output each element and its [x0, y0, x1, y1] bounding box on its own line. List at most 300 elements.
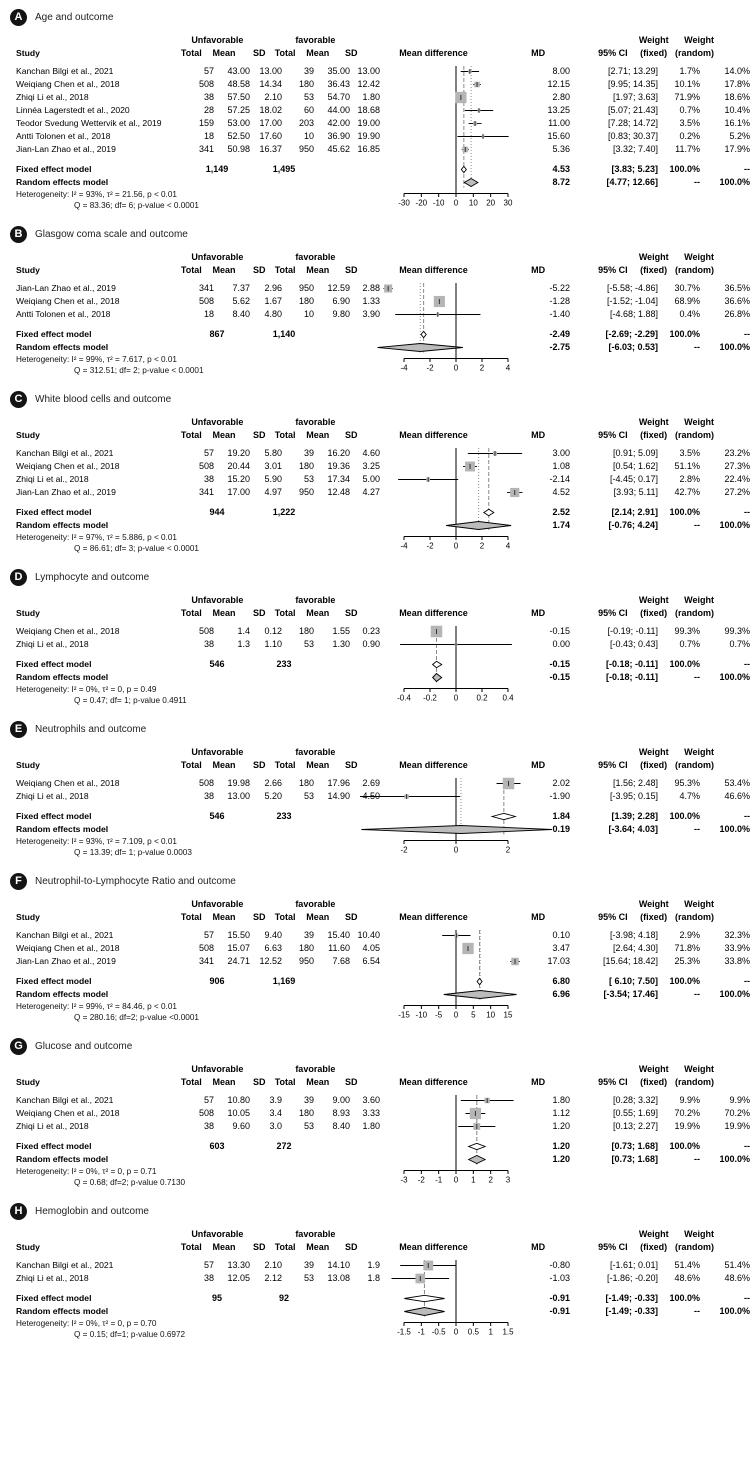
md-column-header: MD	[531, 265, 546, 275]
sd1-column-header: SD	[253, 48, 266, 58]
total1-column-header: Total	[180, 608, 202, 618]
fixed-ci-value: [-2.69; -2.29]	[605, 329, 658, 339]
weight-fixed-value: 10.1%	[674, 79, 700, 89]
group-unfavorable-label: Unfavorable	[191, 899, 244, 909]
study-sd-favorable: 2.88	[362, 283, 380, 293]
ci-column-header: 95% CI	[598, 608, 628, 618]
fixed-md-value: 2.52	[552, 507, 570, 517]
study-mean-favorable: 12.48	[327, 487, 350, 497]
spacer-cell	[516, 898, 550, 911]
axis-tick-label: 0	[453, 541, 459, 551]
fixed-model-row	[16, 1292, 380, 1305]
study-total-favorable: 950	[298, 283, 314, 293]
study-estimate-row	[532, 625, 750, 638]
ci-value: [1.56; 2.48]	[612, 778, 658, 788]
study-row	[16, 143, 380, 156]
panel-H	[8, 1202, 750, 1340]
fixed-total-favorable: 1,169	[272, 976, 296, 986]
md-value: 11.00	[548, 118, 570, 128]
ci-value: [0.54; 1.62]	[612, 461, 658, 471]
weight-random-value: 33.9%	[724, 943, 750, 953]
study-row	[16, 777, 380, 790]
group-unfavorable-label: Unfavorable	[191, 1064, 244, 1074]
fixed-weight-fixed-value: 100.0%	[669, 1293, 700, 1303]
group-unfavorable-label: Unfavorable	[191, 417, 244, 427]
study-row	[16, 91, 380, 104]
spacer-cell	[370, 1228, 510, 1241]
fixed-model-label: Fixed effect model	[16, 1293, 92, 1303]
random-md-value: 1.74	[552, 520, 570, 530]
fixed-estimate-row	[532, 658, 750, 671]
study-column-header: Study	[16, 430, 40, 440]
weight-fixed-header: Weight	[638, 1064, 669, 1074]
panel-body	[16, 1259, 750, 1340]
study-mean-unfavorable: 8.40	[232, 309, 250, 319]
md-value: 2.80	[552, 92, 570, 102]
md-value: -1.90	[549, 791, 570, 801]
study-estimate-row	[532, 1272, 750, 1285]
md-value: 4.52	[552, 487, 570, 497]
study-estimate-row	[532, 65, 750, 78]
study-column-header: Study	[16, 265, 40, 275]
fixed-total-unfavorable: 944	[209, 507, 225, 517]
weight-random-value: 0.7%	[729, 639, 750, 649]
random-estimate-row	[532, 1153, 750, 1166]
group-favorable-label: favorable	[295, 252, 336, 262]
study-total-unfavorable: 159	[198, 118, 214, 128]
heterogeneity-q-line: Q = 13.39; df= 1; p-value 0.0003	[74, 848, 192, 857]
fixed-ci-value: [1.39; 2.28]	[611, 811, 658, 821]
study-row	[16, 117, 380, 130]
study-total-unfavorable: 57	[203, 1095, 214, 1105]
study-total-favorable: 10	[303, 131, 314, 141]
study-total-unfavorable: 508	[198, 943, 214, 953]
ci-value: [-4.68; 1.88]	[609, 309, 658, 319]
axis-tick-label: -5	[435, 1010, 443, 1020]
mean2-column-header: Mean	[306, 48, 330, 58]
spacer-cell	[16, 251, 168, 264]
estimate-table	[532, 777, 750, 836]
study-total-favorable: 53	[303, 474, 314, 484]
row-gap	[16, 499, 380, 506]
random-estimate-row	[532, 671, 750, 684]
spacer-cell	[516, 251, 550, 264]
md-value: 0.00	[552, 639, 570, 649]
study-estimate-row	[532, 1120, 750, 1133]
random-weight-fixed-value: --	[694, 1154, 700, 1164]
group-headers	[168, 594, 364, 607]
study-total-favorable: 39	[303, 66, 314, 76]
panel-title-row	[10, 8, 714, 26]
weight-random-value: 33.8%	[724, 956, 750, 966]
study-mean-favorable: 35.00	[327, 66, 350, 76]
ci-column-header: 95% CI	[598, 430, 628, 440]
study-mean-favorable: 16.20	[327, 448, 350, 458]
study-total-unfavorable: 38	[203, 639, 214, 649]
random-md-value: -0.15	[549, 672, 570, 682]
total1-column-header: Total	[180, 1242, 202, 1252]
fixed-model-label: Fixed effect model	[16, 1141, 92, 1151]
random-effect-diamond	[444, 991, 517, 999]
fixed-weight-fixed-value: 100.0%	[669, 164, 700, 174]
study-total-unfavorable: 38	[203, 1121, 214, 1131]
study-estimate-row	[532, 473, 750, 486]
study-mean-favorable: 54.70	[327, 92, 350, 102]
random-ci-value: [-0.18; -0.11]	[605, 672, 658, 682]
study-mean-unfavorable: 48.58	[227, 79, 250, 89]
total2-column-header: Total	[274, 1242, 296, 1252]
weight-random-header: Weight	[684, 747, 714, 757]
group-headers	[168, 251, 364, 264]
study-table	[16, 625, 380, 706]
study-mean-unfavorable: 15.50	[227, 930, 250, 940]
column-header-row	[16, 264, 714, 277]
study-mean-unfavorable: 19.20	[227, 448, 250, 458]
mean2-column-header: Mean	[306, 608, 330, 618]
ci-value: [-0.43; 0.43]	[609, 639, 658, 649]
study-sd-favorable: 19.00	[357, 118, 380, 128]
sd1-column-header: SD	[253, 760, 266, 770]
md-value: 3.00	[552, 448, 570, 458]
sd1-column-header: SD	[253, 430, 266, 440]
heterogeneity-q-line: Q = 280.16; df=2; p-value <0.0001	[74, 1013, 199, 1022]
study-estimate-row	[532, 104, 750, 117]
study-sd-unfavorable: 3.9	[269, 1095, 282, 1105]
weight-fixed-value: 19.9%	[674, 1121, 700, 1131]
weight-random-value: 48.6%	[724, 1273, 750, 1283]
weight-random-value: 51.4%	[724, 1260, 750, 1270]
panel-content	[8, 898, 750, 1023]
study-sd-unfavorable: 1.67	[264, 296, 282, 306]
forest-plot	[386, 65, 526, 210]
study-sd-unfavorable: 6.63	[264, 943, 282, 953]
study-sd-favorable: 4.50	[362, 791, 380, 801]
axis-tick-label: 0	[453, 198, 459, 208]
weight-random-value: 46.6%	[724, 791, 750, 801]
panel-letter-badge: F	[10, 873, 27, 890]
md-value: 13.25	[547, 105, 570, 115]
weight-fixed-header: Weight	[638, 252, 669, 262]
study-sd-favorable: 1.8	[367, 1273, 380, 1283]
ci-value: [2.71; 13.29]	[607, 66, 658, 76]
axis-tick-label: 2	[479, 541, 485, 551]
study-sd-unfavorable: 2.96	[264, 283, 282, 293]
md-value: -1.03	[549, 1273, 570, 1283]
spacer-cell	[16, 34, 168, 47]
study-total-unfavorable: 18	[203, 309, 214, 319]
fixed-model-row	[16, 1140, 380, 1153]
study-estimate-row	[532, 1094, 750, 1107]
panel-title: White blood cells and outcome	[35, 393, 172, 405]
ci-value: [-5.58; -4.86]	[606, 283, 658, 293]
forest-plot	[386, 1259, 526, 1339]
fixed-model-row	[16, 163, 380, 176]
axis-tick-label: -10	[432, 198, 445, 208]
study-sd-favorable: 1.9	[367, 1260, 380, 1270]
study-sd-unfavorable: 18.02	[259, 105, 282, 115]
random-weight-random-value: 100.0%	[719, 989, 750, 999]
md-value: 3.47	[552, 943, 570, 953]
panel-body	[16, 282, 750, 376]
study-row	[16, 78, 380, 91]
study-sd-favorable: 0.23	[362, 626, 380, 636]
study-sd-unfavorable: 5.20	[264, 791, 282, 801]
ci-value: [3.32; 7.40]	[612, 144, 658, 154]
study-estimate-row	[532, 447, 750, 460]
axis-tick-label: 0.4	[502, 693, 514, 703]
fixed-weight-random-value: --	[744, 507, 750, 517]
spacer-cell	[370, 594, 510, 607]
study-mean-unfavorable: 1.3	[237, 639, 250, 649]
fixed-model-row	[16, 328, 380, 341]
random-weight-fixed-value: --	[694, 824, 700, 834]
panel-G	[8, 1037, 750, 1188]
axis-tick-label: -4	[400, 541, 408, 551]
forest-plot	[386, 625, 526, 705]
panel-letter-badge: G	[10, 1038, 27, 1055]
study-name: Jian-Lan Zhao et al., 2019	[16, 283, 116, 293]
random-model-row	[16, 1305, 380, 1318]
group-favorable-label: favorable	[295, 35, 336, 45]
study-estimate-row	[532, 955, 750, 968]
study-mean-favorable: 19.36	[327, 461, 350, 471]
forest-plot	[386, 1094, 526, 1187]
study-mean-unfavorable: 9.60	[232, 1121, 250, 1131]
random-ci-value: [-3.64; 4.03]	[608, 824, 658, 834]
study-total-favorable: 950	[298, 144, 314, 154]
weight-fixed-value: 25.3%	[674, 956, 700, 966]
study-total-unfavorable: 341	[198, 283, 214, 293]
mean-difference-header: Mean difference	[399, 1077, 468, 1087]
weight-fixed-value: 71.8%	[674, 943, 700, 953]
column-header-row	[16, 1241, 714, 1254]
weight-random-sub-header: (random)	[674, 48, 714, 58]
weight-fixed-value: 11.7%	[675, 144, 700, 154]
heterogeneity-q-line: Q = 312.51; df= 2; p-value < 0.0001	[74, 366, 204, 375]
group-headers	[168, 746, 364, 759]
study-sd-favorable: 4.05	[362, 943, 380, 953]
panel-letter-badge: B	[10, 226, 27, 243]
study-total-unfavorable: 508	[198, 461, 214, 471]
heterogeneity-line: Heterogeneity: I² = 93%, τ² = 21.56, p < 0.01	[16, 190, 177, 199]
axis-tick-label: 0	[453, 845, 459, 855]
fixed-estimate-row	[532, 1292, 750, 1305]
fixed-model-row	[16, 810, 380, 823]
weight-fixed-sub-header: (fixed)	[640, 1077, 668, 1087]
spacer-cell	[551, 594, 631, 607]
study-sd-unfavorable: 2.12	[264, 1273, 282, 1283]
group-favorable-label: favorable	[295, 417, 336, 427]
study-sd-unfavorable: 17.00	[259, 118, 282, 128]
axis-tick-label: 2	[488, 1175, 493, 1185]
group-headers	[168, 1063, 364, 1076]
axis-tick-label: 2	[505, 845, 511, 855]
axis-tick-label: 10	[468, 198, 478, 208]
axis-tick-label: -1.5	[397, 1327, 411, 1337]
axis-tick-label: 0	[453, 1175, 459, 1185]
study-mean-favorable: 13.08	[327, 1273, 350, 1283]
axis-tick-label: 4	[505, 541, 511, 551]
random-model-label: Random effects model	[16, 1306, 109, 1316]
random-ci-value: [-0.76; 4.24]	[608, 520, 658, 530]
md-column-header: MD	[531, 608, 546, 618]
mean2-column-header: Mean	[306, 1077, 330, 1087]
study-total-favorable: 39	[303, 1260, 314, 1270]
column-header-row	[16, 1076, 714, 1089]
mean1-column-header: Mean	[212, 48, 236, 58]
spacer-cell	[516, 34, 550, 47]
ci-value: [5.07; 21.43]	[607, 105, 658, 115]
weight-random-value: 5.2%	[729, 131, 750, 141]
random-estimate-row	[532, 519, 750, 532]
study-table	[16, 447, 380, 554]
study-total-unfavorable: 38	[203, 1273, 214, 1283]
mean1-column-header: Mean	[212, 760, 236, 770]
random-effect-diamond	[361, 826, 552, 834]
random-model-label: Random effects model	[16, 989, 109, 999]
panel-title-row	[10, 720, 714, 738]
fixed-weight-random-value: --	[744, 329, 750, 339]
weight-fixed-value: 0.2%	[679, 131, 700, 141]
study-total-favorable: 53	[303, 92, 314, 102]
study-mean-unfavorable: 19.98	[227, 778, 250, 788]
weight-random-value: 36.6%	[724, 296, 750, 306]
panel-title: Neutrophils and outcome	[35, 723, 147, 735]
study-total-favorable: 53	[303, 639, 314, 649]
axis-tick-label: 0	[453, 693, 459, 703]
mean-difference-header: Mean difference	[399, 912, 468, 922]
md-column-header: MD	[531, 1242, 546, 1252]
axis-tick-label: 0	[453, 363, 459, 373]
spacer-cell	[16, 898, 168, 911]
study-mean-favorable: 42.00	[327, 118, 350, 128]
study-name: Antti Tolonen et al., 2018	[16, 131, 111, 141]
study-total-unfavorable: 341	[198, 487, 214, 497]
random-effect-diamond	[378, 344, 463, 352]
md-value: 1.12	[552, 1108, 570, 1118]
row-gap	[16, 156, 380, 163]
fixed-ci-value: [0.73; 1.68]	[611, 1141, 658, 1151]
study-sd-favorable: 3.25	[362, 461, 380, 471]
heterogeneity-q-line: Q = 0.68; df=2; p-value 0.7130	[74, 1178, 186, 1187]
study-total-favorable: 60	[303, 105, 314, 115]
ci-value: [0.83; 30.37]	[607, 131, 658, 141]
study-row	[16, 1120, 380, 1133]
spacer-cell	[551, 746, 631, 759]
axis-tick-label: -2	[400, 845, 408, 855]
study-mean-unfavorable: 43.00	[227, 66, 250, 76]
total1-column-header: Total	[180, 430, 202, 440]
study-sd-favorable: 3.60	[362, 1095, 380, 1105]
panel-content	[8, 1063, 750, 1188]
estimate-table	[532, 625, 750, 684]
study-sd-unfavorable: 5.80	[264, 448, 282, 458]
study-name: Zhiqi Li et al., 2018	[16, 639, 89, 649]
group-headers	[168, 34, 364, 47]
ci-value: [-3.95; 0.15]	[609, 791, 658, 801]
random-md-value: -0.91	[549, 1306, 570, 1316]
study-column-header: Study	[16, 48, 40, 58]
study-sd-unfavorable: 2.10	[264, 92, 282, 102]
study-mean-favorable: 36.90	[327, 131, 350, 141]
study-row	[16, 1272, 380, 1285]
panel-C	[8, 390, 750, 554]
fixed-md-value: 1.20	[552, 1141, 570, 1151]
random-ci-value: [0.73; 1.68]	[611, 1154, 658, 1164]
random-weight-fixed-value: --	[694, 672, 700, 682]
weight-fixed-header: Weight	[638, 595, 669, 605]
study-row	[16, 1094, 380, 1107]
weight-fixed-value: 51.1%	[674, 461, 700, 471]
panel-E	[8, 720, 750, 858]
random-estimate-row	[532, 1305, 750, 1318]
mean2-column-header: Mean	[306, 265, 330, 275]
fixed-model-label: Fixed effect model	[16, 976, 92, 986]
panel-content	[8, 594, 750, 706]
study-sd-unfavorable: 2.66	[264, 778, 282, 788]
mean1-column-header: Mean	[212, 1077, 236, 1087]
md-value: 15.60	[547, 131, 570, 141]
axis-tick-label: -30	[398, 198, 410, 208]
random-effect-diamond	[464, 179, 478, 187]
spacer-cell	[16, 746, 168, 759]
ci-value: [1.97; 3.63]	[612, 92, 658, 102]
column-group-header-row	[16, 594, 714, 607]
study-estimate-row	[532, 282, 750, 295]
study-total-favorable: 180	[298, 1108, 314, 1118]
study-name: Kanchan Bilgi et al., 2021	[16, 930, 114, 940]
random-model-row	[16, 823, 380, 836]
study-name: Jian-Lan Zhao et al., 2019	[16, 144, 116, 154]
study-name: Jian-Lan Zhao et al., 2019	[16, 487, 116, 497]
random-weight-random-value: 100.0%	[719, 520, 750, 530]
weight-fixed-value: 30.7%	[674, 283, 700, 293]
ci-value: [-1.61; 0.01]	[609, 1260, 658, 1270]
ci-value: [0.91; 5.09]	[612, 448, 658, 458]
mean2-column-header: Mean	[306, 430, 330, 440]
study-total-favorable: 53	[303, 791, 314, 801]
fixed-estimate-row	[532, 1140, 750, 1153]
total2-column-header: Total	[274, 608, 296, 618]
mean-difference-header: Mean difference	[399, 430, 468, 440]
study-total-unfavorable: 508	[198, 296, 214, 306]
axis-tick-label: 30	[503, 198, 513, 208]
study-estimate-row	[532, 486, 750, 499]
weight-fixed-value: 9.9%	[679, 1095, 700, 1105]
row-gap	[16, 651, 380, 658]
sd2-column-header: SD	[344, 608, 358, 618]
panel-title: Hemoglobin and outcome	[35, 1205, 149, 1217]
axis-tick-label: 20	[486, 198, 496, 208]
weight-fixed-sub-header: (fixed)	[640, 912, 668, 922]
group-favorable-label: favorable	[295, 899, 336, 909]
fixed-effect-diamond	[421, 331, 426, 337]
random-md-value: -2.75	[549, 342, 570, 352]
study-estimate-row	[532, 942, 750, 955]
study-table	[16, 777, 380, 858]
study-name: Teodor Svedung Wettervik et al., 2019	[16, 118, 162, 128]
weight-random-value: 27.3%	[724, 461, 750, 471]
group-unfavorable-label: Unfavorable	[191, 35, 244, 45]
md-column-header: MD	[531, 430, 546, 440]
weight-fixed-value: 99.3%	[674, 626, 700, 636]
panel-letter-badge: D	[10, 569, 27, 586]
study-mean-favorable: 15.40	[327, 930, 350, 940]
study-sd-unfavorable: 3.01	[264, 461, 282, 471]
mean-difference-header: Mean difference	[399, 1242, 468, 1252]
md-column-header: MD	[531, 1077, 546, 1087]
panel-body	[16, 1094, 750, 1188]
